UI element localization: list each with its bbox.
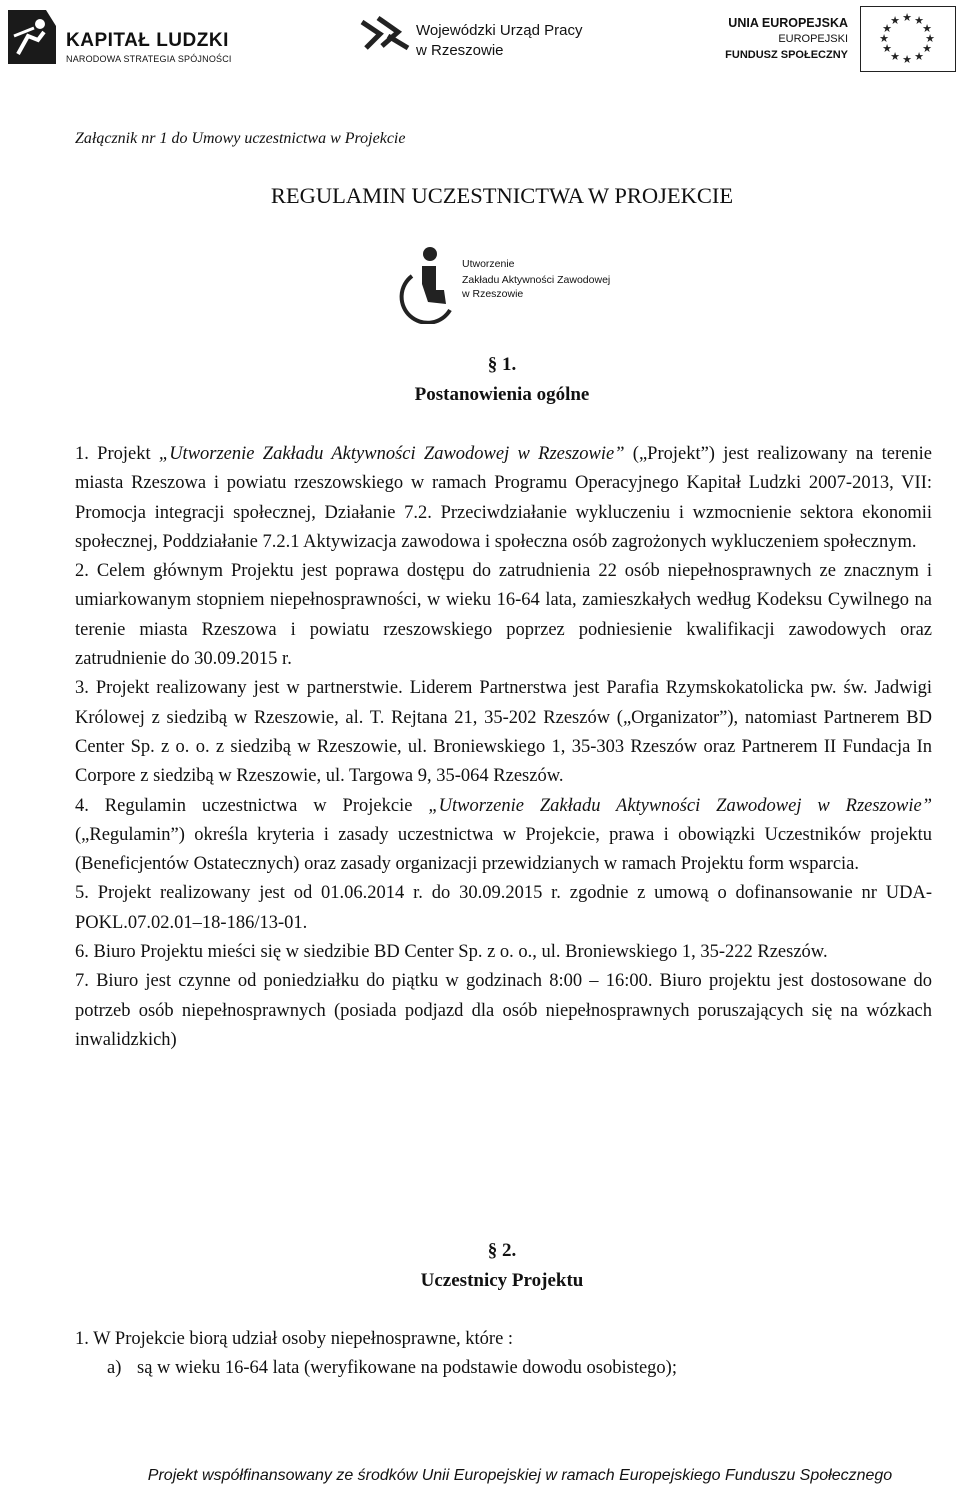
kl-subtitle: NARODOWA STRATEGIA SPÓJNOŚCI [66,54,232,64]
section2-body [75,1325,932,1384]
project-logo-line2: Zakładu Aktywności Zawodowej [462,274,611,286]
svg-text:★: ★ [882,42,892,55]
ue-line2: EUROPEJSKI [778,33,848,45]
paragraph-4: 4. Regulamin uczestnictwa w Projekcie „Utworzenie Zakładu Aktywności Zawodowej w Rzeszowie” („Regulamin”) określa kryteria i zasady uczestnictwa w Projekcie, prawa i obowiązki Uczestników projektu (Beneficjentów Ostatecznych) oraz zasady organizacji przewidzianych w ramach Projektu form wsparcia. [75,795,932,875]
attachment-note: Załącznik nr 1 do Umowy uczestnictwa w Projekcie [75,130,406,147]
eu-flag-icon [860,6,956,72]
section2-title: Uczestnicy Projektu [420,1270,584,1291]
wheelchair-person-icon [392,244,456,324]
svg-text:★: ★ [914,14,924,27]
wup-line2: w Rzeszowie [416,42,504,59]
wup-logo [358,14,618,60]
paragraph-6: 6. Biuro Projektu mieści się w siedzibie BD Center Sp. z o. o., ul. Broniewskiego 1, 35-222 Rzeszów. [75,942,828,963]
project-logo [392,244,622,324]
svg-text:★: ★ [879,32,889,45]
list-item-a-text: są w wieku 16-64 lata (weryfikowane na podstawie dowodu osobistego); [137,1358,677,1379]
ue-line3: FUNDUSZ SPOŁECZNY [725,49,848,61]
paragraph-2: 2. Celem głównym Projektu jest poprawa dostępu do zatrudnienia 22 osób niepełnosprawnych ze znacznym i umiarkowanym stopniem niepełnosprawności, w wieku 16-64 lata, zamieszkałych według Kodeksu Cywilnego na terenie miasta Rzeszowa i powiatu rzeszowskiego poprzez podniesienie kwalifikacji zawodowych oraz zatrudnienie do 30.09.2015 r. [75,561,932,670]
wup-line1: Wojewódzki Urząd Pracy [416,22,583,39]
eu-logo [720,4,956,72]
ue-line1: UNIA EUROPEJSKA [728,16,848,30]
section1-title: Postanowienia ogólne [414,384,590,405]
svg-text:★: ★ [925,32,935,45]
svg-text:★: ★ [914,50,924,63]
svg-text:★: ★ [890,50,900,63]
paragraph-5: 5. Projekt realizowany jest od 01.06.2014 r. do 30.09.2015 r. zgodnie z umową o dofinansowanie nr UDA- POKL.07.02.01–18-186/13-01. [75,883,932,933]
wup-arrows-icon [358,14,414,60]
section2-number: § 2. [487,1240,517,1261]
project-logo-line3: w Rzeszowie [462,288,524,300]
section1-body [75,440,932,1055]
paragraph-3: 3. Projekt realizowany jest w partnerstwie. Liderem Partnerstwa jest Parafia Rzymskokatolicka pw. św. Jadwigi Królowej z siedzibą w Rzeszowie, al. T. Rejtana 21, 35-202 Rzeszów („Organizator”), natomiast Partnerem BD Center Sp. z o. o. z siedzibą w Rzeszowie, ul. Broniewskiego 1, 35-303 Rzeszów oraz Partnerem II Fundacja In Corpore z siedzibą w Rzeszowie, ul. Targowa 9, 35-064 Rzeszów. [75,678,932,787]
paragraph-1: 1. Projekt „Utworzenie Zakładu Aktywności Zawodowej w Rzeszowie” („Projekt”) jest realizowany na terenie miasta Rzeszowa i powiatu rzeszowskiego w ramach Programu Operacyjnego Kapitał Ludzki 2007-2013, VII: Promocja integracji społecznej, Działanie 7.2. Przeciwdziałanie wykluczeniu i wzmocnienie sektora ekonomii społecznej, Poddziałanie 7.2.1 Aktywizacja zawodowa i społeczna osób zagrożonych wykluczeniem społecznym. [75,444,932,552]
svg-text:★: ★ [882,22,892,35]
list-item-a-label: a) [107,1358,122,1379]
list-item-a [75,1354,932,1383]
svg-text:★: ★ [922,42,932,55]
svg-text:★: ★ [902,11,912,24]
paragraph-7: 7. Biuro jest czynne od poniedziałku do piątku w godzinach 8:00 – 16:00. Biuro projektu jest dostosowane do potrzeb osób niepełnosprawnych (posiada podjazd dla osób niepełnosprawnych poruszających się na wózkach inwalidzkich) [75,971,932,1050]
kl-title: KAPITAŁ LUDZKI [66,30,229,51]
document-title: REGULAMIN UCZESTNICTWA W PROJEKCIE [270,183,734,208]
kapital-ludzki-logo [4,6,234,68]
kapital-ludzki-emblem-icon [4,6,62,68]
section2-paragraph-1: 1. W Projekcie biorą udział osoby niepełnosprawne, które : [75,1329,514,1349]
section1-number: § 1. [487,354,517,375]
svg-text:★: ★ [902,53,912,66]
page-footer: Projekt współfinansowany ze środków Unii Europejskiej w ramach Europejskiego Funduszu Społecznego [147,1467,893,1484]
svg-text:★: ★ [922,22,932,35]
project-logo-line1: Utworzenie [462,258,515,270]
svg-text:★: ★ [890,14,900,27]
